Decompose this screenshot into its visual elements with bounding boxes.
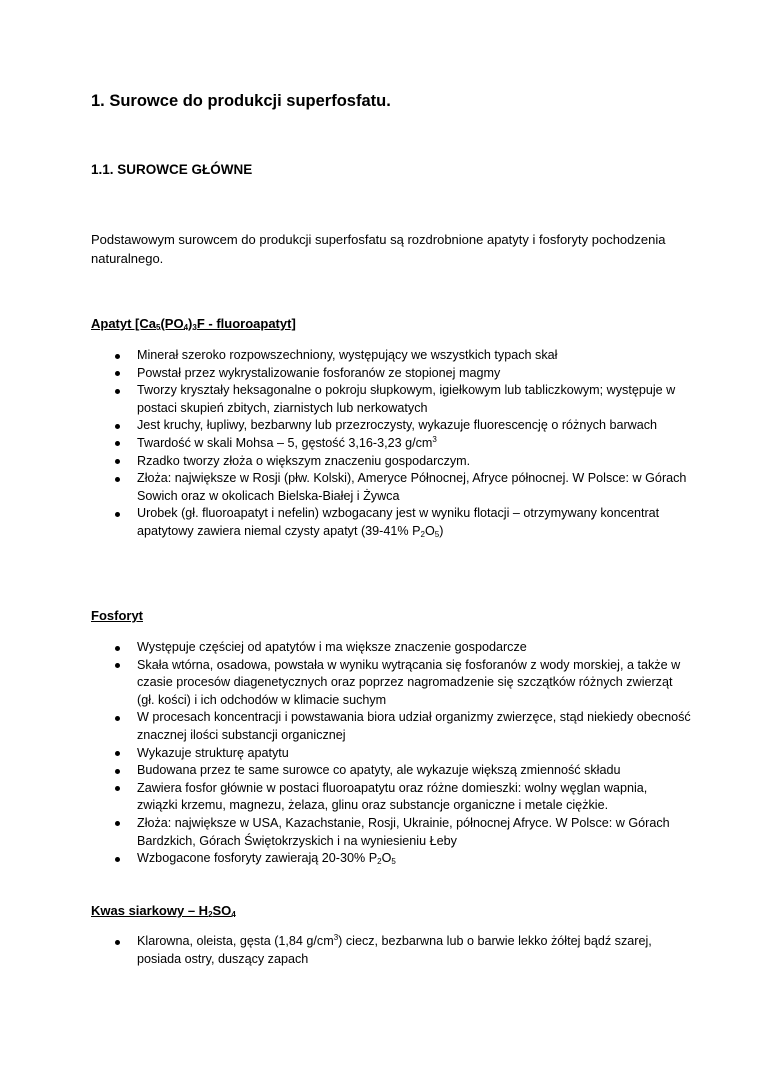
fosforyt-list [91,639,691,868]
list-item: Urobek (gł. fluoroapatyt i nefelin) wzbogacany jest w wyniku flotacji – otrzymywany koncentrat apatytowy zawiera niemal czysty apatyt (39-41% $P_2O_5$) [91,505,691,540]
fosforyt-title: Fosforyt [91,608,143,623]
section-heading: 1.1. SUROWCE GŁÓWNE [91,162,253,177]
list-item: Jest kruchy, łupliwy, bezbarwny lub przezroczysty, wykazuje fluorescencję o różnych barwach [91,417,691,435]
apatyt-list [91,347,691,541]
list-item: Twardość w skali Mohsa – 5, gęstość 3,16-3,23 $g/cm^3$ [91,435,691,453]
list-item: Minerał szeroko rozpowszechniony, występujący we wszystkich typach skał [91,347,691,365]
list-item: Skała wtórna, osadowa, powstała w wyniku wytrącania się fosforanów z wody morskiej, a także w czasie procesów diagenetycznych oraz poprzez nagromadzenie się szczątków różnych zwierząt (gł. kości) i ich odchodów w klimacie suchym [91,657,691,710]
list-item: Klarowna, oleista, gęsta (1,84 $g/cm^3$) ciecz, bezbarwna lub o barwie lekko żółtej bądź szarej, posiada ostry, duszący zapach [91,933,691,968]
list-item: Złoża: największe w Rosji (płw. Kolski), Ameryce Północnej, Afryce północnej. W Polsce: w Górach Sowich oraz w okolicach Bielska-Białej i Żywca [91,470,691,505]
list-item: Zawiera fosfor głównie w postaci fluoroapatytu oraz różne domieszki: wolny węglan wapnia, związki krzemu, magnezu, żelaza, glinu oraz substancje organiczne i metale ciężkie. [91,780,691,815]
list-item: Budowana przez te same surowce co apatyty, ale wykazuje większą zmienność składu [91,762,691,780]
list-item: Wzbogacone fosforyty zawierają 20-30% $P_2O_5$ [91,850,691,868]
kwas-title: Kwas siarkowy – $H_2SO_4$ [91,903,236,919]
list-item: Wykazuje strukturę apatytu [91,745,691,763]
apatyt-title: Apatyt [$Ca_5(PO_4)_3F$ - fluoroapatyt] [91,316,296,332]
list-item: Tworzy kryształy heksagonalne o pokroju słupkowym, igiełkowym lub tabliczkowym; występuje w postaci skupień zbitych, ziarnistych lub nerkowatych [91,382,691,417]
intro-paragraph: Podstawowym surowcem do produkcji superfosfatu są rozdrobnione apatyty i fosforyty pochodzenia naturalnego. [91,232,666,266]
list-item: Powstał przez wykrystalizowanie fosforanów ze stopionej magmy [91,365,691,383]
list-item: Występuje częściej od apatytów i ma większe znaczenie gospodarcze [91,639,691,657]
list-item: Rzadko tworzy złoża o większym znaczeniu gospodarczym. [91,453,691,471]
list-item: W procesach koncentracji i powstawania biora udział organizmy zwierzęce, stąd niekiedy obecność znacznej ilości substancji organicznej [91,709,691,744]
kwas-list [91,933,691,968]
list-item: Złoża: największe w USA, Kazachstanie, Rosji, Ukrainie, północnej Afryce. W Polsce: w Górach Bardzkich, Górach Świętokrzyskich i na wyniesieniu Łeby [91,815,691,850]
main-heading: 1. Surowce do produkcji superfosfatu. [91,92,391,110]
